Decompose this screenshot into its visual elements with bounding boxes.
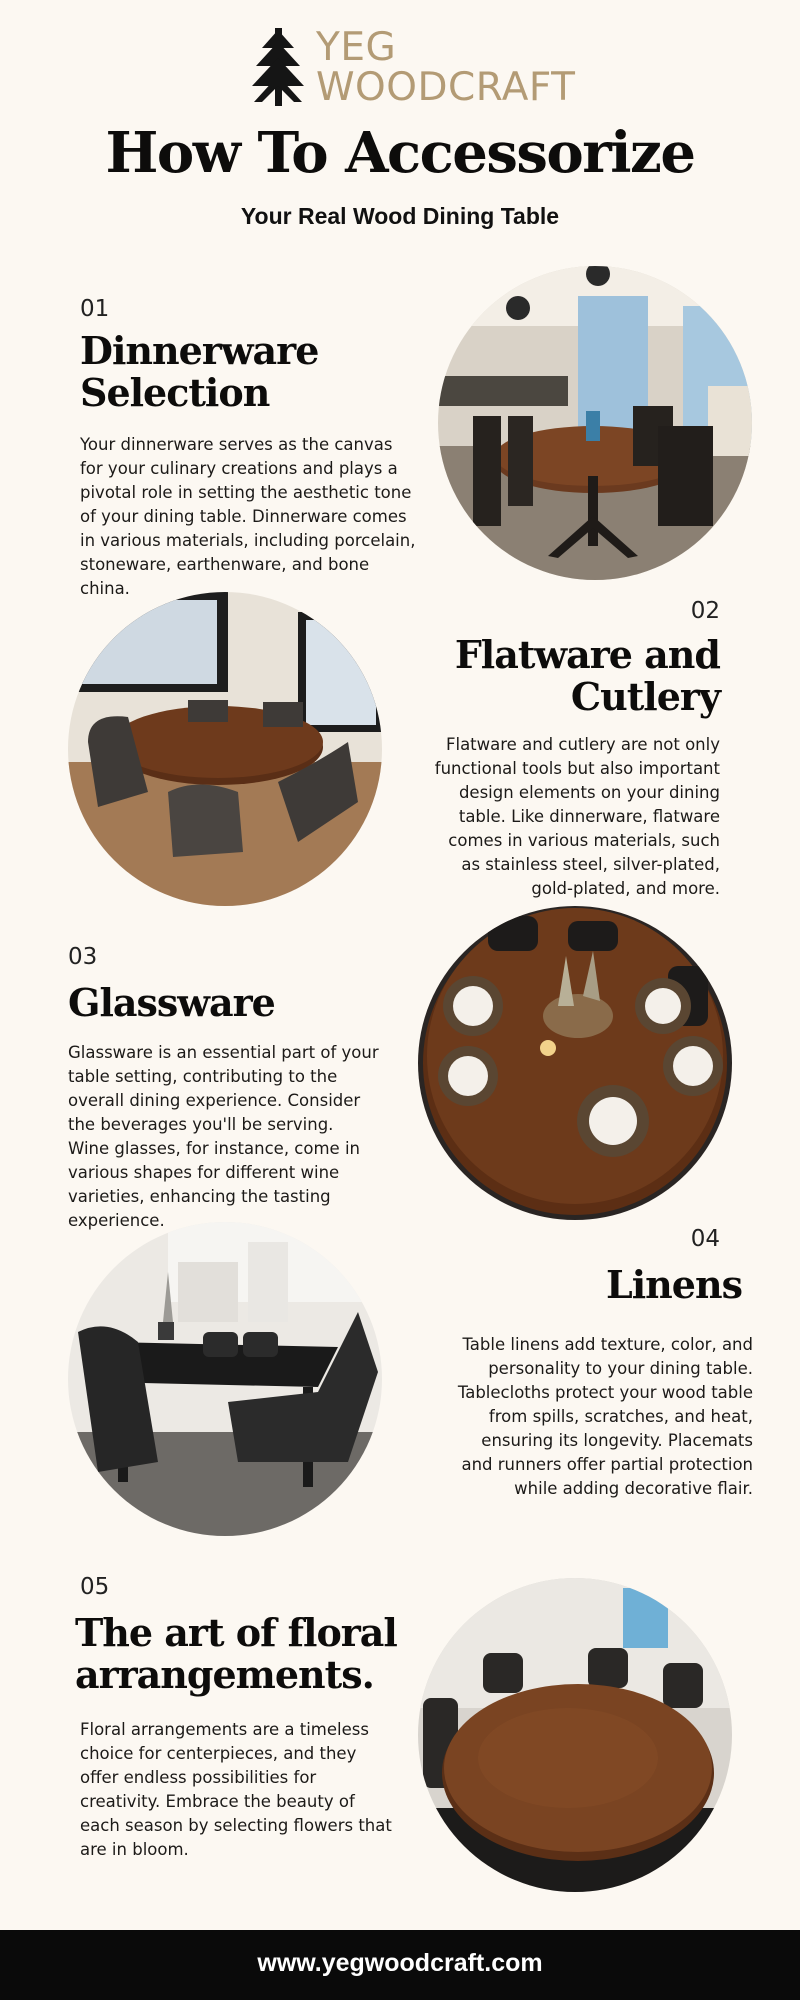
section-number: 01	[80, 296, 110, 322]
section-photo	[418, 906, 732, 1220]
page-subtitle: Your Real Wood Dining Table	[240, 203, 560, 229]
section-heading: Dinnerware Selection	[80, 328, 319, 415]
page-title: How To Accessorize	[105, 120, 695, 186]
section-body: Your dinnerware serves as the canvas for your culinary creations and plays a pivotal role in setting the aesthetic tone of your dining table. Dinnerware comes in various materials, including porcelain, stoneware, earthenware, and bone china.	[80, 435, 416, 598]
section-photo	[418, 1578, 732, 1892]
section-number: 03	[68, 944, 98, 970]
section-body: Floral arrangements are a timeless choice for centerpieces, and they offer endless possibilities for creativity. Embrace the beauty of each season by selecting flowers that are in bloom.	[80, 1720, 392, 1859]
section-number: 05	[80, 1574, 110, 1600]
section-photo	[68, 1222, 382, 1536]
footer-bar	[0, 1930, 800, 2000]
section-heading: Flatware and Cutlery	[454, 632, 720, 719]
section-body: Glassware is an essential part of your table setting, contributing to the overall dining experience. Consider the beverages you'll be serving. Wine glasses, for instance, come in various shapes for different wine varieties, enhancing the tasting experience.	[68, 1043, 379, 1230]
section-photo	[68, 592, 382, 906]
pine-tree-icon	[250, 28, 306, 106]
section-heading: The art of floral arrangements.	[75, 1610, 397, 1697]
section-body: Table linens add texture, color, and personality to your dining table. Tablecloths protect your wood table from spills, scratches, and heat, ensuring its longevity. Placemats and runners offer partial protection while adding decorative flair.	[457, 1335, 753, 1498]
website-link[interactable]: www.yegwoodcraft.com	[257, 1949, 543, 1977]
brand-name-line1: YEG	[316, 25, 397, 70]
section-heading: Linens	[606, 1262, 742, 1307]
section-number: 02	[690, 598, 720, 624]
section-number: 04	[690, 1226, 720, 1252]
section-heading: Glassware	[68, 980, 275, 1025]
section-body: Flatware and cutlery are not only functional tools but also important design elements on your dining table. Like dinnerware, flatware comes in various materials, such as stainless steel, silver-plated, gold-plated, and more.	[434, 735, 720, 898]
brand-logo	[250, 25, 576, 110]
brand-name-line2: WOODCRAFT	[316, 65, 576, 110]
section-photo	[438, 266, 752, 580]
